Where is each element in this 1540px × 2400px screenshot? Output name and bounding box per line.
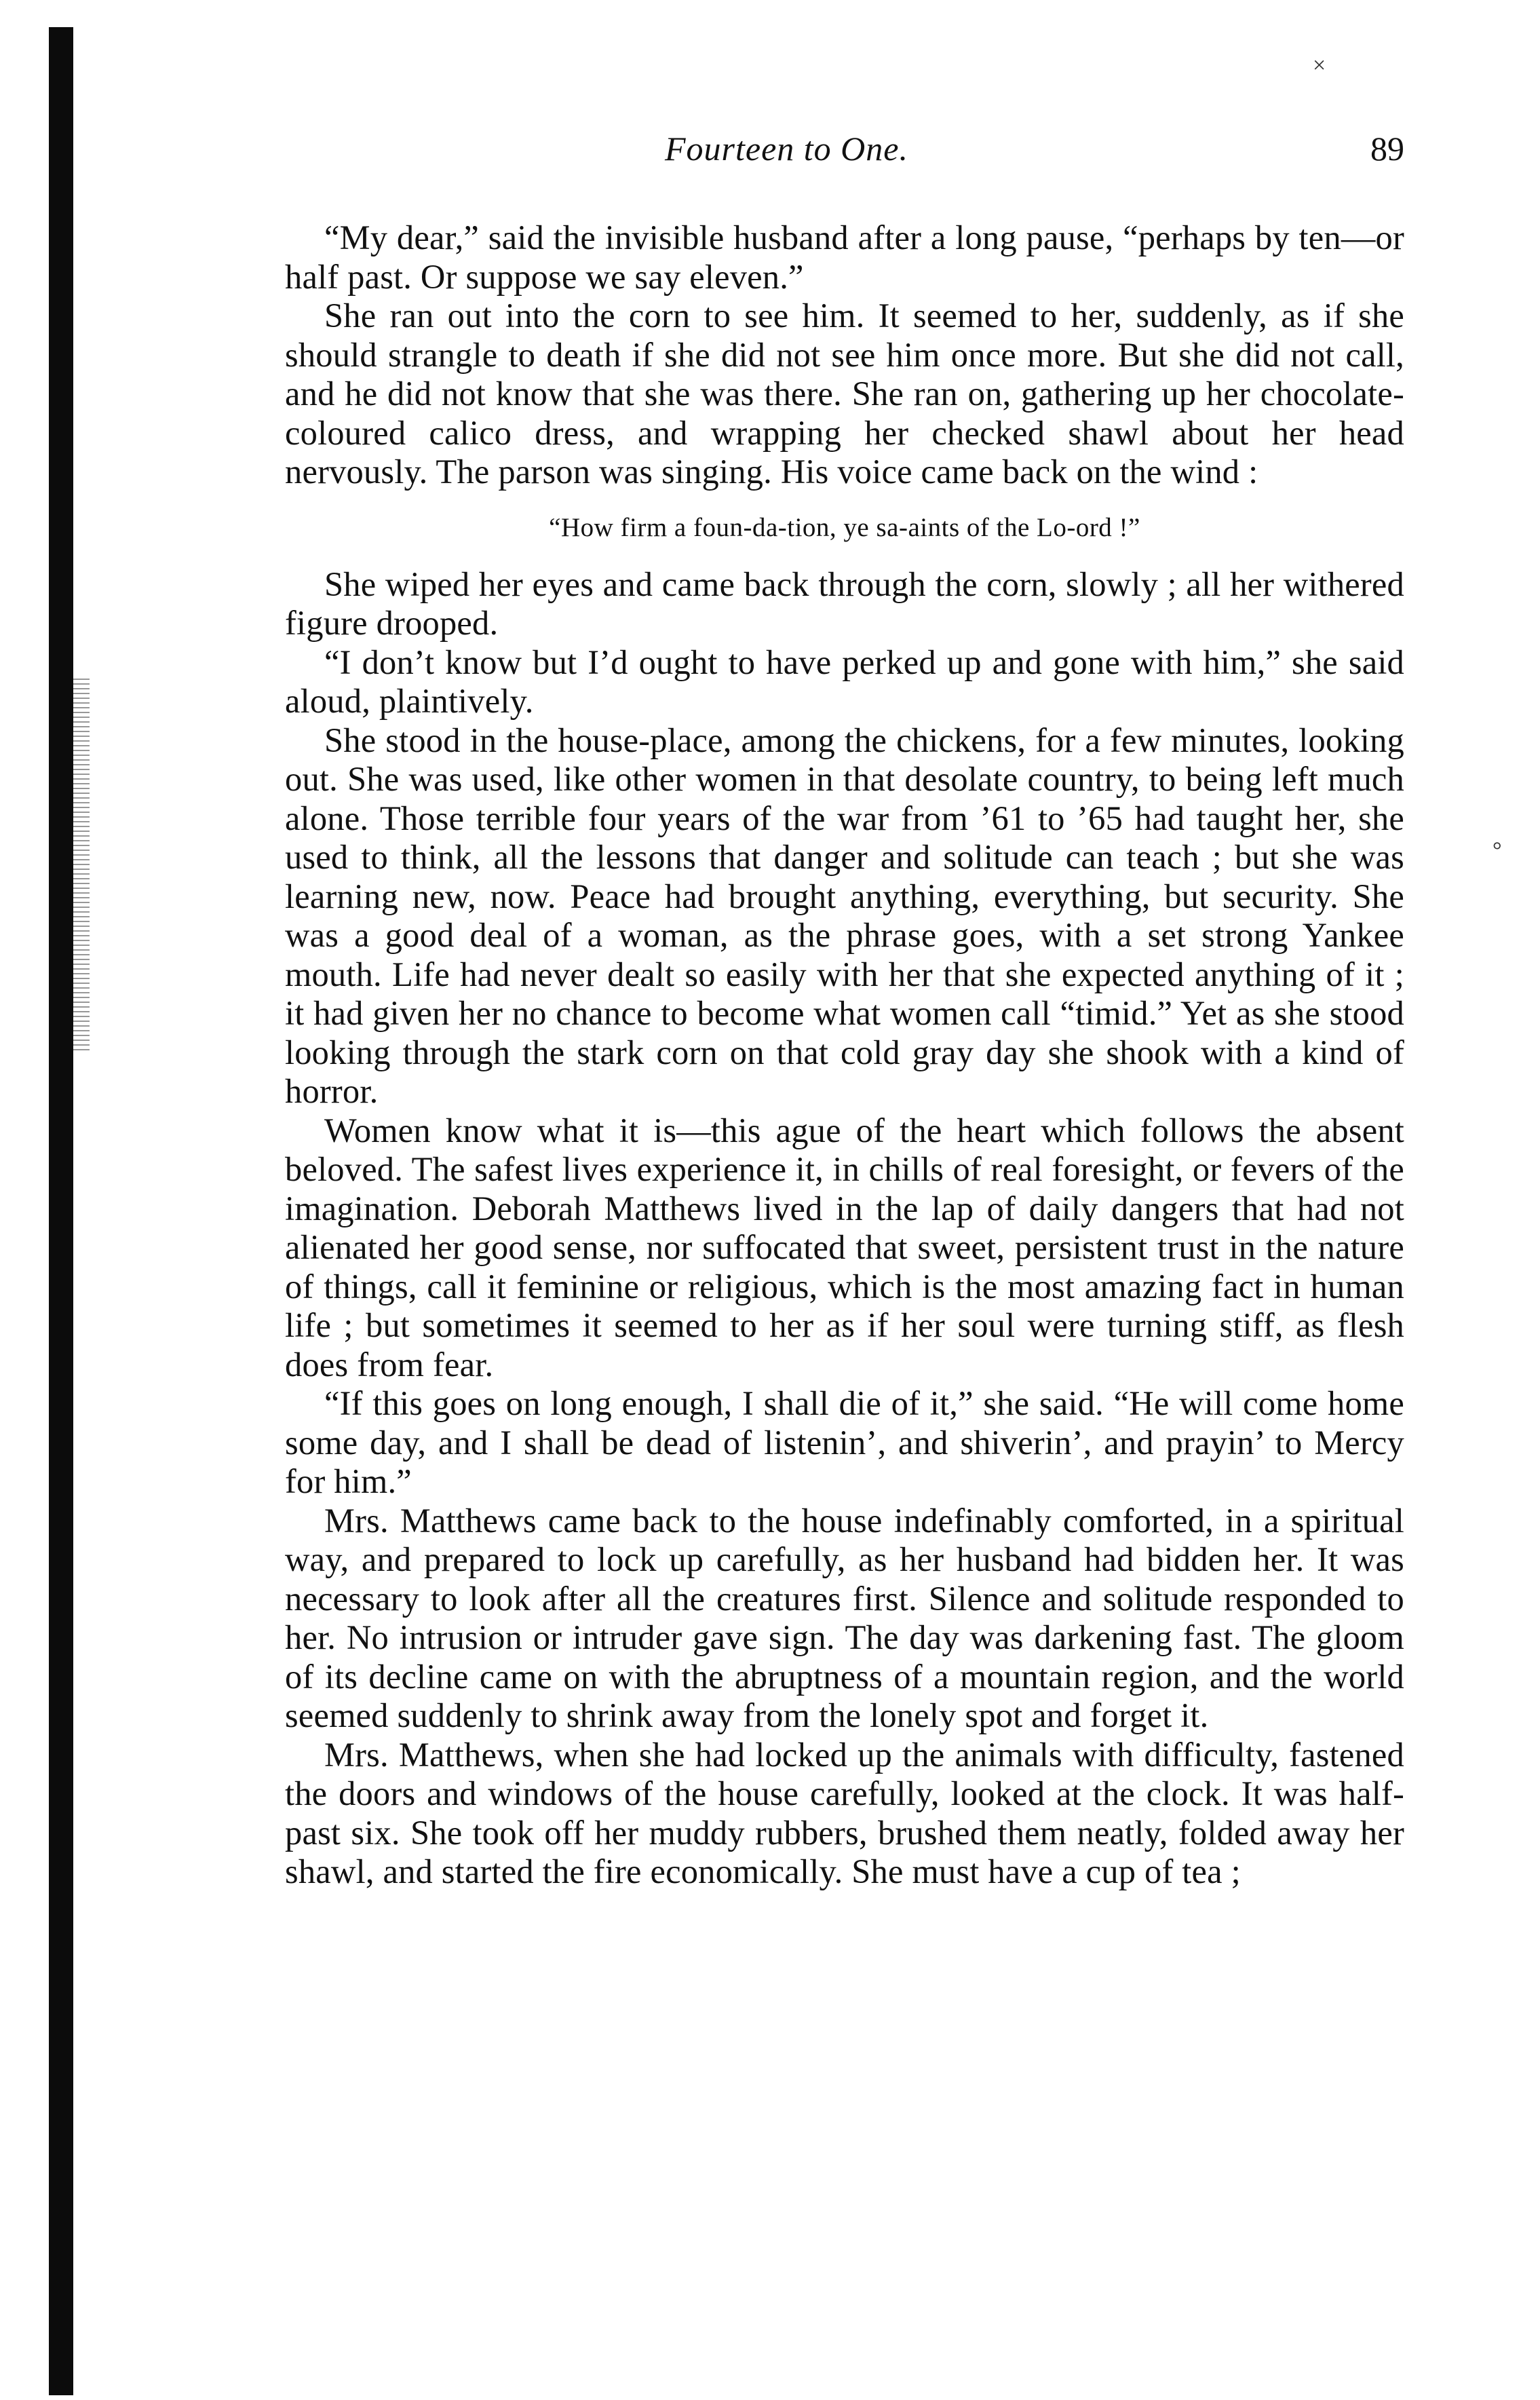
stray-ink-mark: × bbox=[1313, 53, 1326, 78]
paragraph: “If this goes on long enough, I shall die of it,” she said. “He will come home some day, and I shall be dead of listenin’, and shiverin’, and prayin’ to Mercy for him.” bbox=[285, 1384, 1404, 1500]
running-title: Fourteen to One. bbox=[665, 130, 908, 168]
page-body bbox=[285, 218, 1404, 1892]
page-number: 89 bbox=[1370, 130, 1404, 168]
stray-ink-mark: ° bbox=[1493, 838, 1502, 863]
scan-binding-edge bbox=[49, 27, 73, 2395]
paragraph: She ran out into the corn to see him. It seemed to her, suddenly, as if she should strangle to death if she did not see him once more. But she did not call, and he did not know that she was there. She ran on, gathering up her chocolate-coloured calico dress, and wrapping her checked shawl about her head nervously. The parson was singing. His voice came back on the wind : bbox=[285, 297, 1404, 491]
page-header bbox=[285, 129, 1404, 176]
paragraph: Mrs. Matthews, when she had locked up the animals with difficulty, fastened the doors and windows of the house carefully, looked at the clock. It was half-past six. She took off her muddy rubbers, brushed them neatly, folded away her shawl, and started the fire economically. She must have a cup of tea ; bbox=[285, 1735, 1404, 1890]
paragraph: She wiped her eyes and came back through the corn, slowly ; all her withered figure drooped. bbox=[285, 565, 1404, 642]
hymn-quotation: “How firm a foun-da-tion, ye sa-aints of the Lo-ord !” bbox=[549, 512, 1140, 542]
paragraph: She stood in the house-place, among the chickens, for a few minutes, looking out. She was used, like other women in that desolate country, to being left much alone. Those terrible four years of the war from ’61 to ’65 had taught her, she used to think, all the lessons that danger and solitude can teach ; but she was learning new, now. Peace had brought anything, everything, but security. She was a good deal of a woman, as the phrase goes, with a set strong Yankee mouth. Life had never dealt so easily with her that she expected anything of it ; it had given her no chance to become what women call “timid.” Yet as she stood looking through the stark corn on that cold gray day she shook with a kind of horror. bbox=[285, 721, 1404, 1110]
paragraph: “I don’t know but I’d ought to have perked up and gone with him,” she said aloud, plaintively. bbox=[285, 643, 1404, 720]
paragraph: Women know what it is—this ague of the heart which follows the absent beloved. The safest lives experience it, in chills of real foresight, or fevers of the imagination. Deborah Matthews lived in the lap of daily dangers that had not alienated her good sense, nor suffocated that sweet, persistent trust in the nature of things, call it feminine or religious, which is the most amazing fact in human life ; but sometimes it seemed to her as if her soul were turning stiff, as flesh does from fear. bbox=[285, 1111, 1404, 1384]
paragraph: Mrs. Matthews came back to the house indefinably comforted, in a spiritual way, and prepared to lock up carefully, as her husband had bidden her. It was necessary to look after all the creatures first. Silence and solitude responded to her. No intrusion or intruder gave sign. The day was darkening fast. The gloom of its decline came on with the abruptness of a mountain region, and the world seemed suddenly to shrink away from the lonely spot and forget it. bbox=[285, 1501, 1404, 1734]
scan-edge-speckle bbox=[73, 679, 90, 1052]
paragraph: “My dear,” said the invisible husband after a long pause, “perhaps by ten—or half past. Or suppose we say eleven.” bbox=[285, 218, 1404, 296]
